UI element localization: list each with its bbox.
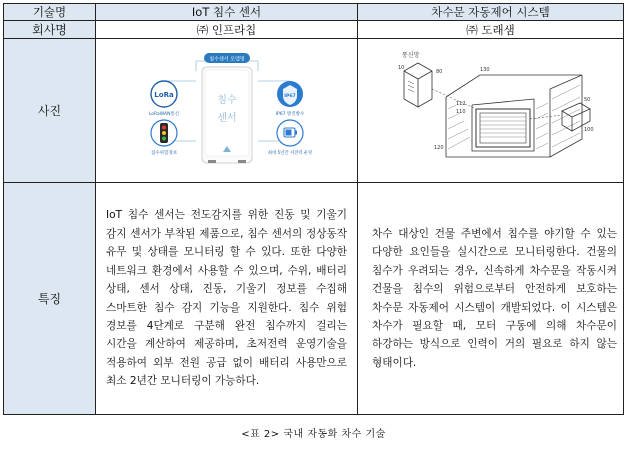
company-row [4,21,624,39]
comm-label: 통신망 [401,51,419,59]
features-col1: IoT 침수 센서는 전도감지를 위한 진동 및 기울기 감지 센서가 부착된 제품으로, 침수 센서의 정상동작 유무 및 상태를 모니터링 할 수 있다. 또한 다양한 네트워크 환경에서 사용할 수 있으며, 수위, 배터리 상태, 센서 상태, 진동, 기울기 정보를 수집해 스마트한 침수 감지 기능을 지원한다. 침수 위험 경보를 4단계로 구분해 완전 침수까지 걸리는 시간을 계산하여 제공하며, 초저전력 운영기술을 적용하여 외부 전원 공급 없이 배터리 사용만으로 최소 2년간 모니터링이 가능하다. [96,183,358,415]
svg-text:LoRa: LoRa [153,90,174,99]
header-label: 기술명 [4,4,96,21]
ref-number: 10 [397,64,404,71]
gate-photo-cell [358,39,624,183]
lora-caption: LoRaWAN통신 [148,111,179,117]
model-banner-text: 침수센서 모델명 [208,56,245,62]
device-label-2: 센서 [216,112,237,124]
sensor-photo [122,49,332,173]
ref-number: 130 [479,66,490,73]
header-row [4,4,624,21]
table-caption: <표 2> 국내 자동화 차수 기술 [241,429,386,440]
header-col1: IoT 침수 센서 [96,4,358,21]
header-col2: 차수문 자동제어 시스템 [358,4,624,21]
photo-label: 사진 [4,39,96,183]
gate-diagram [384,49,598,173]
ref-number: 50 [583,96,590,103]
features-label: 특징 [4,183,96,415]
tech-table [3,3,624,415]
sensor-photo-cell [96,39,358,183]
alarm-caption: 침수위험경보 [150,150,177,156]
ref-number: 110 [455,108,466,115]
company-col2: ㈜ 도래샘 [358,21,624,39]
photo-row [4,39,624,183]
features-row [4,183,624,415]
ref-number: 100 [583,126,594,133]
ref-number: 80 [435,68,442,75]
battery-caption: 최대 5년간 저전력 운영 [267,150,312,156]
svg-text:IP67: IP67 [283,93,296,99]
features-col2: 차수 대상인 건물 주변에서 침수를 야기할 수 있는 다양한 요인들을 실시간으로 모니터링한다. 건물의 침수가 우려되는 경우, 신속하게 차수문을 작동시켜 건물을 침수의 위험으로부터 안전하게 보호하는 차수문 자동제어 시스템이 개발되었다. 이 시스템은 차수가 필요할 때, 모터 구동에 의해 차수문이 하강하는 방식으로 인력이 거의 필요로 하지 않는 형태이다. [358,183,624,415]
ref-number: 112 [455,100,466,107]
device-label-1: 침수 [216,94,237,106]
ip67-caption: IP67 방진방수 [275,111,304,117]
company-col1: ㈜ 인프라칩 [96,21,358,39]
company-label: 회사명 [4,21,96,39]
ref-number: 120 [433,144,444,151]
